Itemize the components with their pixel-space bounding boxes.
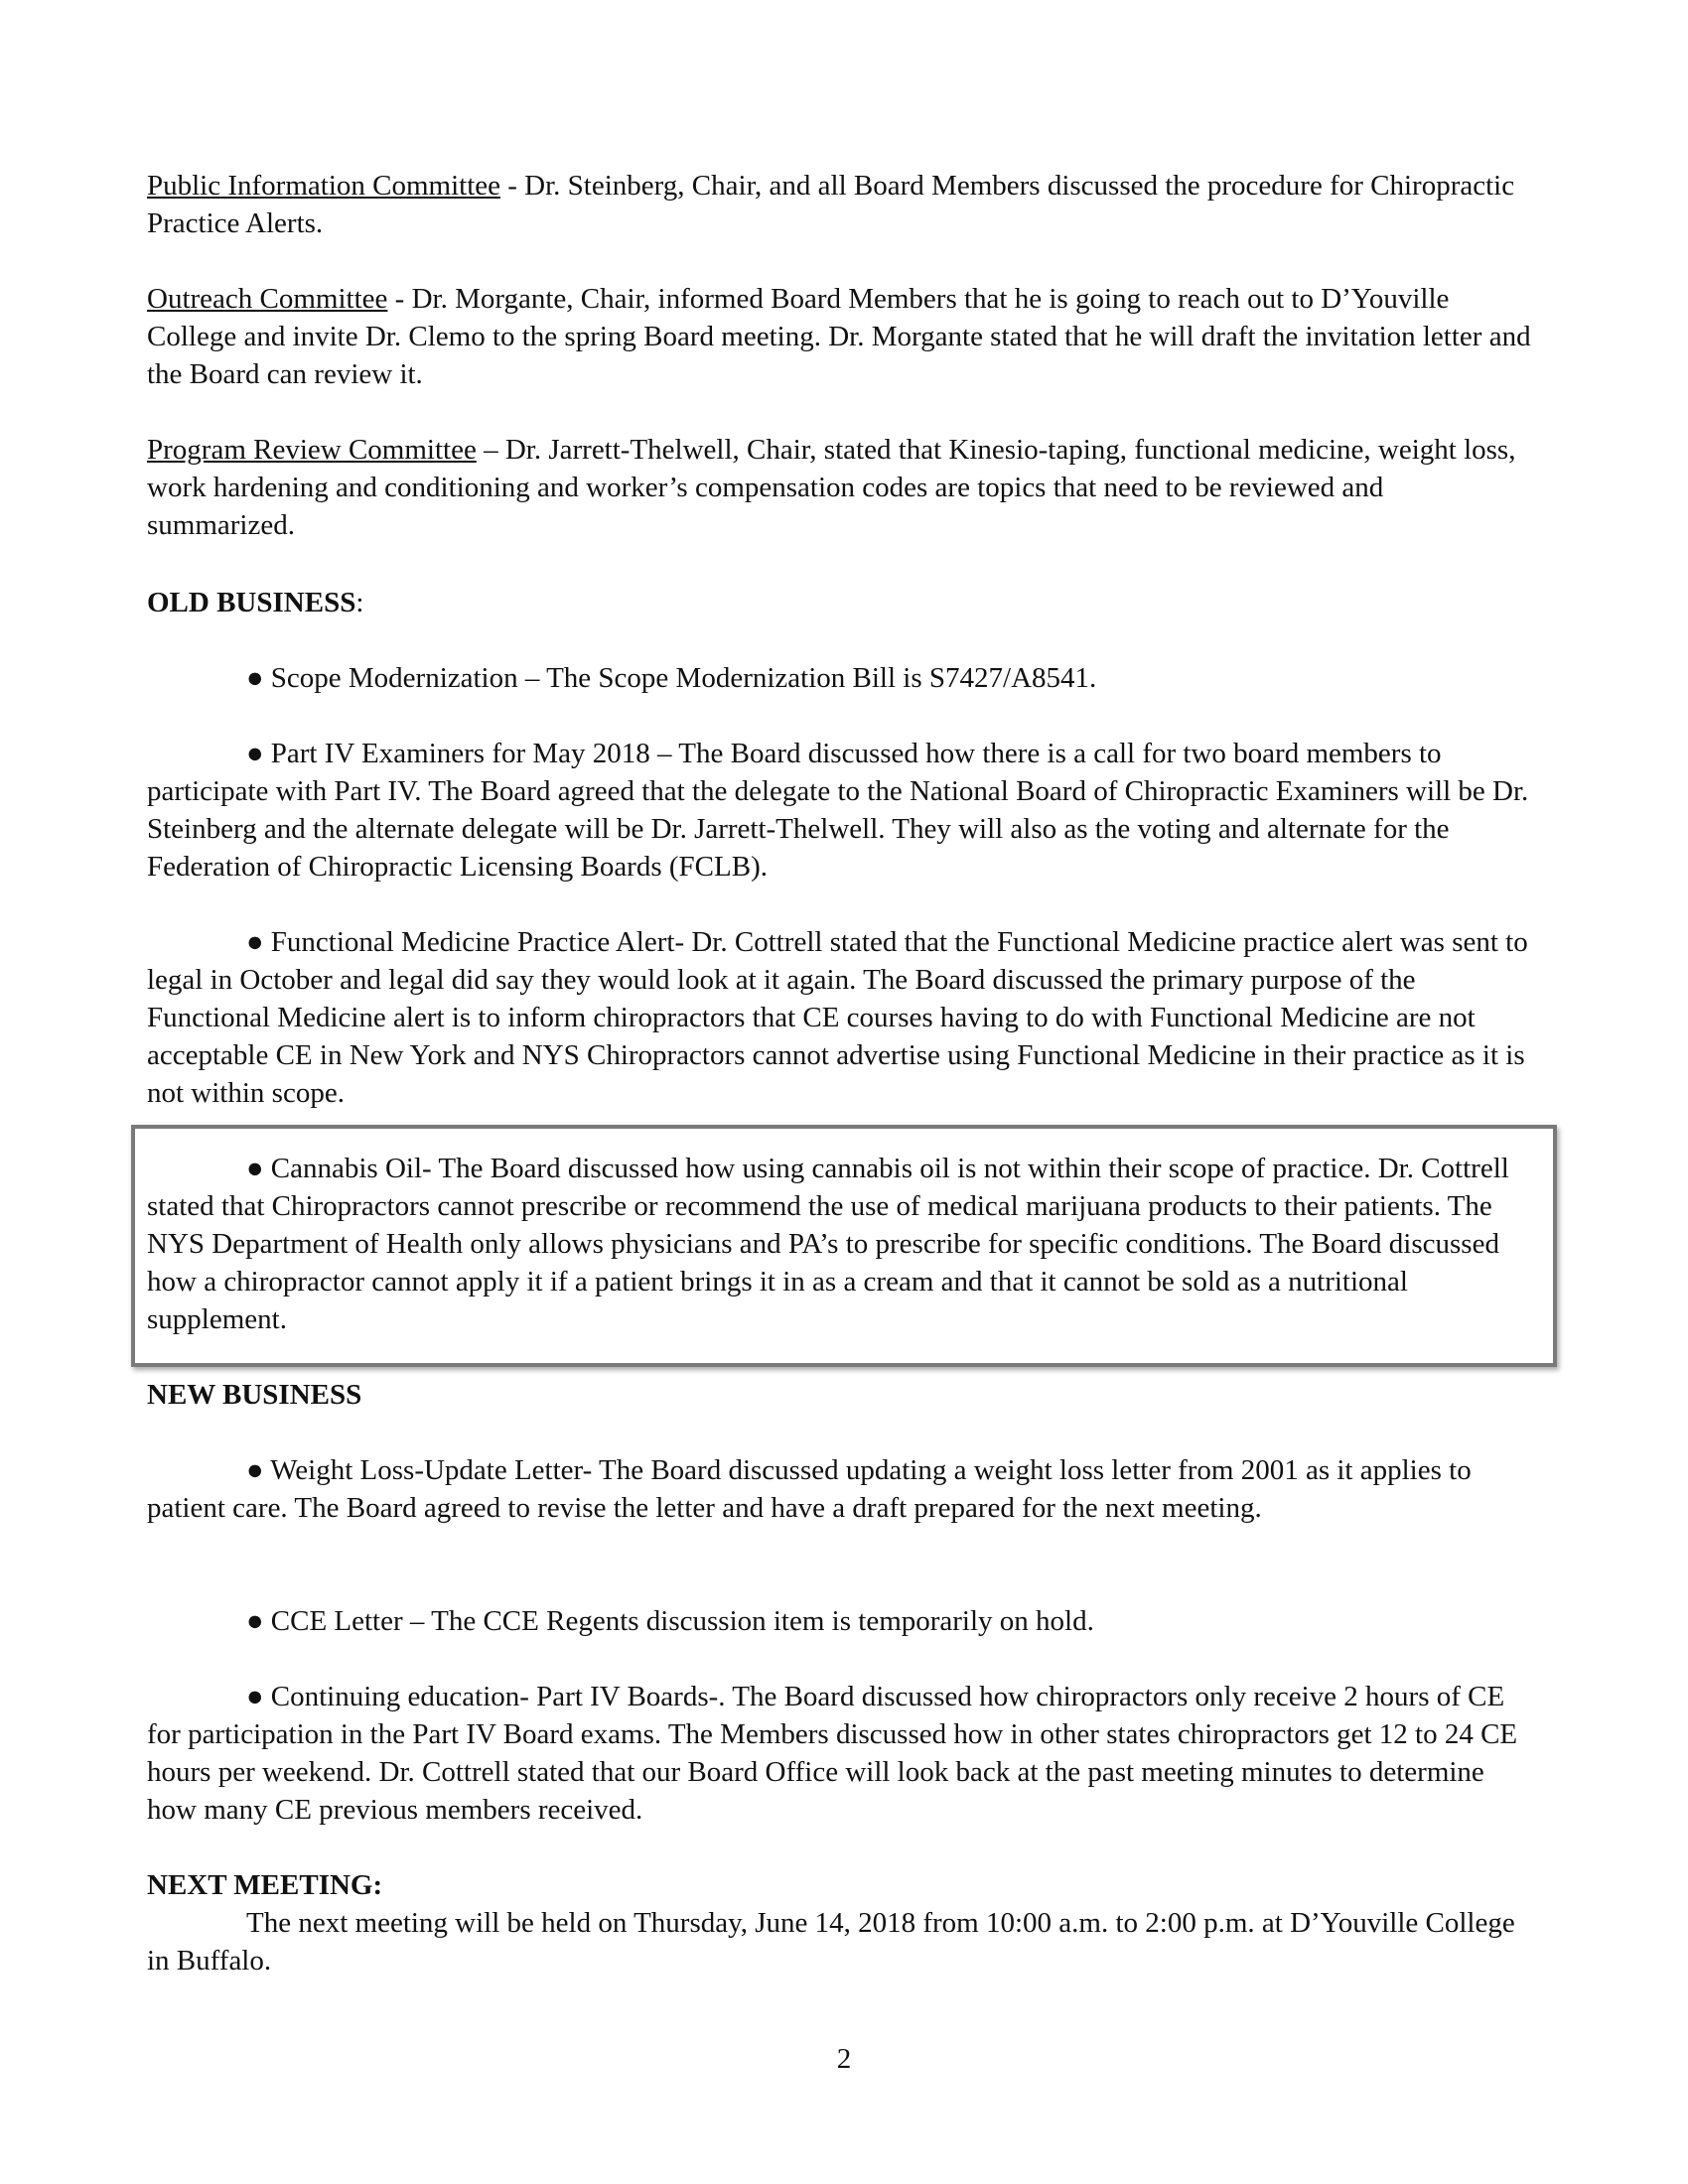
- old-business-item-cannabis-oil: [147, 1150, 1537, 1338]
- new-business-item-text: ● Weight Loss-Update Letter- The Board discussed updating a weight loss letter from 2001 as it applies to patient care. The Board agreed to revise the letter and have a draft prepared for the next meeting.: [147, 1454, 1472, 1524]
- old-business-heading-colon: :: [355, 587, 364, 618]
- outreach-committee-text: - Dr. Morgante, Chair, informed Board Members that he is going to reach out to D’Youville College and invite Dr. Clemo to the spring Board meeting. Dr. Morgante stated that he will draft the invitation letter and the Board can review it.: [147, 283, 1531, 390]
- next-meeting-heading: NEXT MEETING:: [147, 1869, 383, 1901]
- new-business-item-continuing-education: [147, 1678, 1537, 1829]
- program-review-committee-text: – Dr. Jarrett-Thelwell, Chair, stated that Kinesio-taping, functional medicine, weight loss, work hardening and conditioning and worker’s compensation codes are topics that need to be reviewed and summarized.: [147, 434, 1516, 541]
- program-review-committee-heading: Program Review Committee: [147, 434, 477, 466]
- old-business-item-text: ● Part IV Examiners for May 2018 – The Board discussed how there is a call for two board members to participate with Part IV. The Board agreed that the delegate to the National Board of Chiropractic Examiners will be Dr. Steinberg and the alternate delegate will be Dr. Jarrett-Thelwell. They will also as the voting and alternate for the Federation of Chiropractic Licensing Boards (FCLB).: [147, 738, 1529, 883]
- old-business-item-part-iv-examiners: [147, 735, 1537, 886]
- next-meeting-text: The next meeting will be held on Thursday, June 14, 2018 from 10:00 a.m. to 2:00 p.m. at D’Youville College in Buffalo.: [147, 1907, 1515, 1977]
- public-information-committee-paragraph: [147, 167, 1537, 242]
- new-business-item-cce-letter: [147, 1602, 1537, 1640]
- old-business-item-functional-medicine: [147, 923, 1537, 1112]
- new-business-item-text: ● Continuing education- Part IV Boards-. The Board discussed how chiropractors only receive 2 hours of CE for participation in the Part IV Board exams. The Members discussed how in other states chiropractors get 12 to 24 CE hours per weekend. Dr. Cottrell stated that our Board Office will look back at the past meeting minutes to determine how many CE previous members received.: [147, 1681, 1518, 1826]
- old-business-heading: OLD BUSINESS: [147, 587, 356, 618]
- new-business-heading-line: [147, 1376, 1537, 1414]
- program-review-committee-paragraph: [147, 431, 1537, 544]
- new-business-heading: NEW BUSINESS: [147, 1379, 362, 1411]
- new-business-item-weight-loss-letter: [147, 1451, 1537, 1527]
- page-number: 2: [836, 2043, 852, 2075]
- old-business-item-text: ● Scope Modernization – The Scope Modernization Bill is S7427/A8541.: [246, 662, 1097, 694]
- outreach-committee-heading: Outreach Committee: [147, 283, 388, 315]
- public-information-committee-heading: Public Information Committee: [147, 170, 501, 202]
- old-business-item-text: ● Functional Medicine Practice Alert- Dr. Cottrell stated that the Functional Medicine practice alert was sent to legal in October and legal did say they would look at it again. The Board discussed the primary purpose of the Functional Medicine alert is to inform chiropractors that CE courses having to do with Functional Medicine are not acceptable CE in New York and NYS Chiropractors cannot advertise using Functional Medicine in their practice as it is not within scope.: [147, 926, 1528, 1109]
- new-business-item-text: ● CCE Letter – The CCE Regents discussion item is temporarily on hold.: [246, 1605, 1094, 1637]
- next-meeting-paragraph: [147, 1904, 1537, 1979]
- next-meeting-heading-line: [147, 1866, 1537, 1904]
- old-business-item-text: ● Cannabis Oil- The Board discussed how using cannabis oil is not within their scope of practice. Dr. Cottrell stated that Chiropractors cannot prescribe or recommend the use of medical marijuana products to their patients. The NYS Department of Health only allows physicians and PA’s to prescribe for specific conditions. The Board discussed how a chiropractor cannot apply it if a patient brings it in as a cream and that it cannot be sold as a nutritional supplement.: [147, 1153, 1509, 1335]
- old-business-heading-line: [147, 584, 1537, 621]
- old-business-item-scope-modernization: [147, 659, 1537, 697]
- public-information-committee-text: - Dr. Steinberg, Chair, and all Board Members discussed the procedure for Chiropractic Practice Alerts.: [147, 170, 1515, 239]
- outreach-committee-paragraph: [147, 280, 1537, 393]
